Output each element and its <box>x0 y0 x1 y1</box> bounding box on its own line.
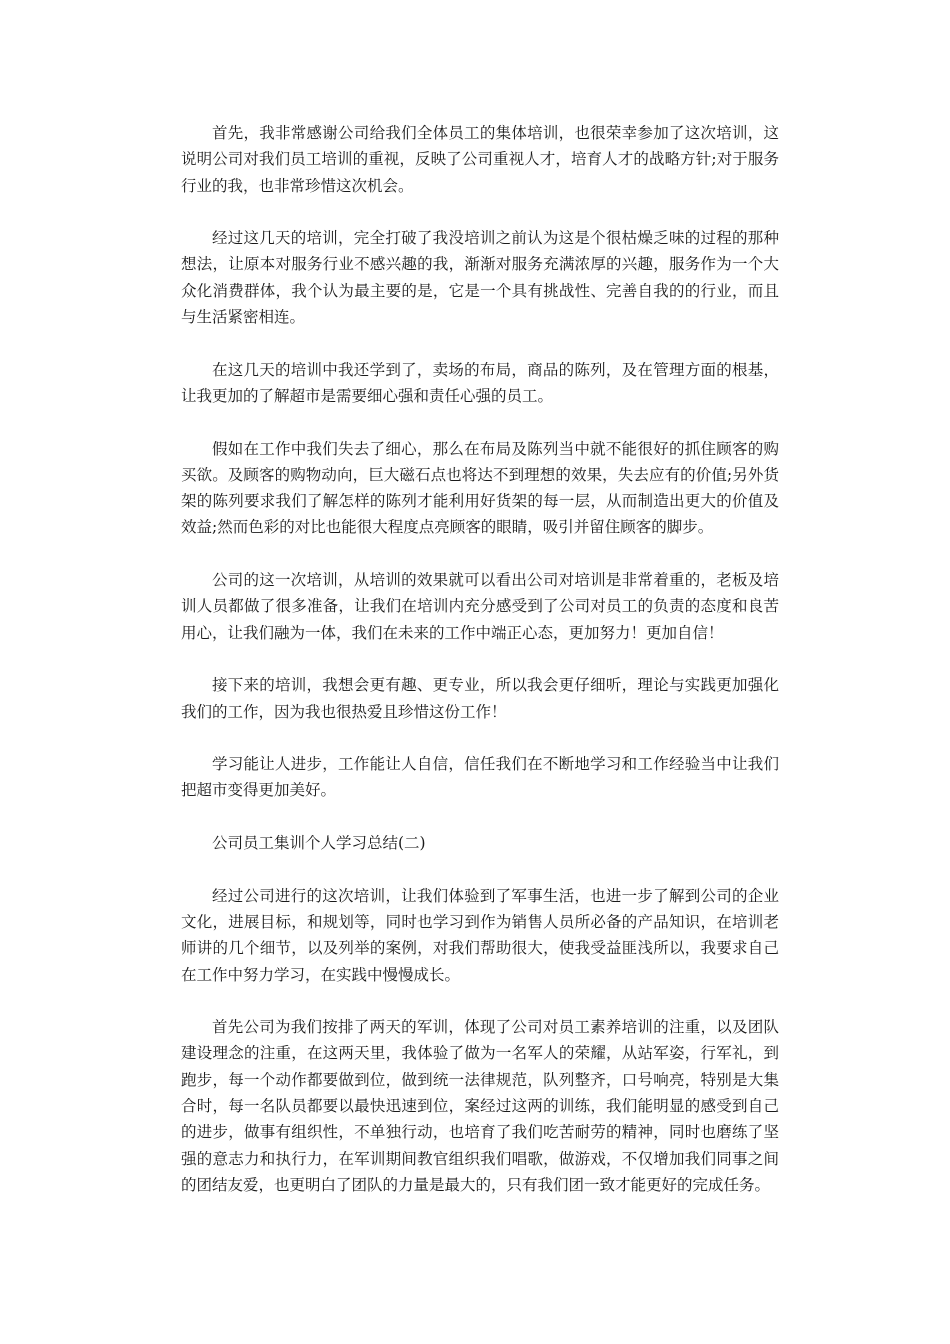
paragraph-2: 经过这几天的培训，完全打破了我没培训之前认为这是个很枯燥乏味的过程的那种想法，让原本对服务行业不感兴趣的我，渐渐对服务充满浓厚的兴趣，服务作为一个大众化消费群体，我个认为最主要的是，它是一个具有挑战性、完善自我的的行业，而且与生活紧密相连。 <box>181 229 779 327</box>
paragraph-9: 首先公司为我们按排了两天的军训，体现了公司对员工素养培训的注重，以及团队建设理念的注重，在这两天里，我体验了做为一名军人的荣耀，从站军姿，行军礼，到跑步，每一个动作都要做到位，做到统一法律规范，队列整齐，口号响亮，特别是大集合时，每一名队员都要以最快迅速到位，案经过这两的训练，我们能明显的感受到自己的进步，做事有组织性，不单独行动，也培育了我们吃苦耐劳的精神，同时也磨练了坚强的意志力和执行力，在军训期间教官组织我们唱歌，做游戏，不仅增加我们同事之间的团结友爱，也更明白了团队的力量是最大的，只有我们团一致才能更好的完成任务。 <box>181 1018 779 1194</box>
paragraph-7: 学习能让人进步，工作能让人自信，信任我们在不断地学习和工作经验当中让我们把超市变得更加美好。 <box>181 755 779 800</box>
paragraph-8: 经过公司进行的这次培训，让我们体验到了军事生活，也进一步了解到公司的企业文化，进展目标，和规划等，同时也学习到作为销售人员所必备的产品知识，在培训老师讲的几个细节，以及列举的案例，对我们帮助很大，使我受益匪浅所以，我要求自己在工作中努力学习，在实践中慢慢成长。 <box>181 886 779 984</box>
paragraph-6: 接下来的培训，我想会更有趣、更专业，所以我会更仔细听，理论与实践更加强化我们的工作，因为我也很热爱且珍惜这份工作！ <box>181 676 779 721</box>
section-heading: 公司员工集训个人学习总结(二) <box>212 834 426 853</box>
paragraph-1: 首先，我非常感谢公司给我们全体员工的集体培训，也很荣幸参加了这次培训，这说明公司对我们员工培训的重视，反映了公司重视人才，培育人才的战略方针;对于服务行业的我，也非常珍惜这次机会。 <box>181 124 779 195</box>
paragraph-3: 在这几天的培训中我还学到了，卖场的布局，商品的陈列，及在管理方面的根基，让我更加的了解超市是需要细心强和责任心强的员工。 <box>181 360 779 405</box>
paragraph-4: 假如在工作中我们失去了细心，那么在布局及陈列当中就不能很好的抓住顾客的购买欲。及顾客的购物动向，巨大磁石点也将达不到理想的效果，失去应有的价值;另外货架的陈列要求我们了解怎样的陈列才能利用好货架的每一层，从而制造出更大的价值及效益;然而色彩的对比也能很大程度点亮顾客的眼睛，吸引并留住顾客的脚步。 <box>181 439 779 537</box>
document-body <box>181 120 779 1224</box>
paragraph-5: 公司的这一次培训，从培训的效果就可以看出公司对培训是非常着重的，老板及培训人员都做了很多准备，让我们在培训内充分感受到了公司对员工的负责的态度和良苦用心，让我们融为一体，我们在未来的工作中端正心态，更加努力！更加自信！ <box>181 571 779 642</box>
